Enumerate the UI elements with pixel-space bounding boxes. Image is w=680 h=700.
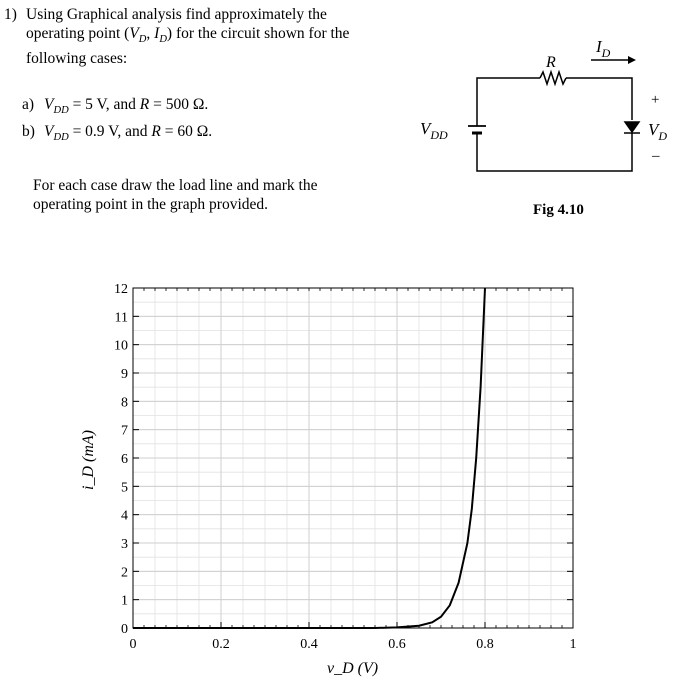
case-a: a) $V_{DD} = 5$ V, and R = 500 Ω. [22,96,209,117]
plus-sign: + [651,92,660,108]
current-label: $I_D$ [596,37,611,60]
y-tick-label: 11 [114,310,128,326]
y-tick-label: 2 [121,565,128,581]
y-tick-label: 4 [121,508,128,524]
x-tick-label: 0.2 [212,637,230,652]
instruction [33,176,353,214]
y-tick-label: 0 [121,622,128,637]
question-number: 1) [4,6,17,23]
question-text [26,5,386,68]
wire-top-left [477,78,540,121]
chart-grid [133,288,573,628]
instruction-line-2: operating point in the graph provided. [33,196,269,213]
question-line-1: Using Graphical analysis find approximately the [26,6,327,23]
y-tick-label: 10 [114,338,128,354]
y-axis-label: i_D (mA) [80,430,97,490]
circuit-diagram [400,30,680,190]
y-tick-label: 12 [114,282,128,297]
instruction-line-1: For each case draw the load line and mark the [33,177,318,194]
wire-top-right [566,78,632,120]
x-tick-label: 0.4 [300,637,318,652]
x-tick-label: 0.6 [388,637,406,652]
current-arrow-head [628,56,636,64]
wire-bottom-right [477,133,632,171]
question-line-3: following cases: [26,50,128,68]
y-tick-label: 5 [121,480,128,496]
y-tick-label: 9 [121,367,128,382]
diode-triangle [625,122,639,132]
x-tick-label: 0.8 [476,637,494,652]
x-tick-label: 1 [569,637,577,652]
resistor-symbol [540,72,566,84]
y-tick-label: 1 [121,593,128,609]
iv-chart [0,270,680,700]
x-tick-label: 0 [129,637,137,652]
figure-caption: Fig 4.10 [533,202,584,218]
source-label: $V_{DD}$ [420,119,448,142]
y-tick-label: 7 [121,423,128,439]
y-tick-label: 8 [121,395,128,411]
case-b: b) $V_{DD} = 0.9$ V, and R = 60 Ω. [22,123,213,144]
resistor-label: R [546,54,556,71]
x-axis-label: v_D (V) [327,660,379,677]
minus-sign: – [652,148,660,164]
question-line-2: operating point ($V_D$, $I_D$) for the circuit shown for the [26,25,350,46]
diode-voltage-label: $V_D$ [648,120,668,143]
y-tick-label: 6 [121,452,128,467]
y-tick-label: 3 [121,537,128,552]
